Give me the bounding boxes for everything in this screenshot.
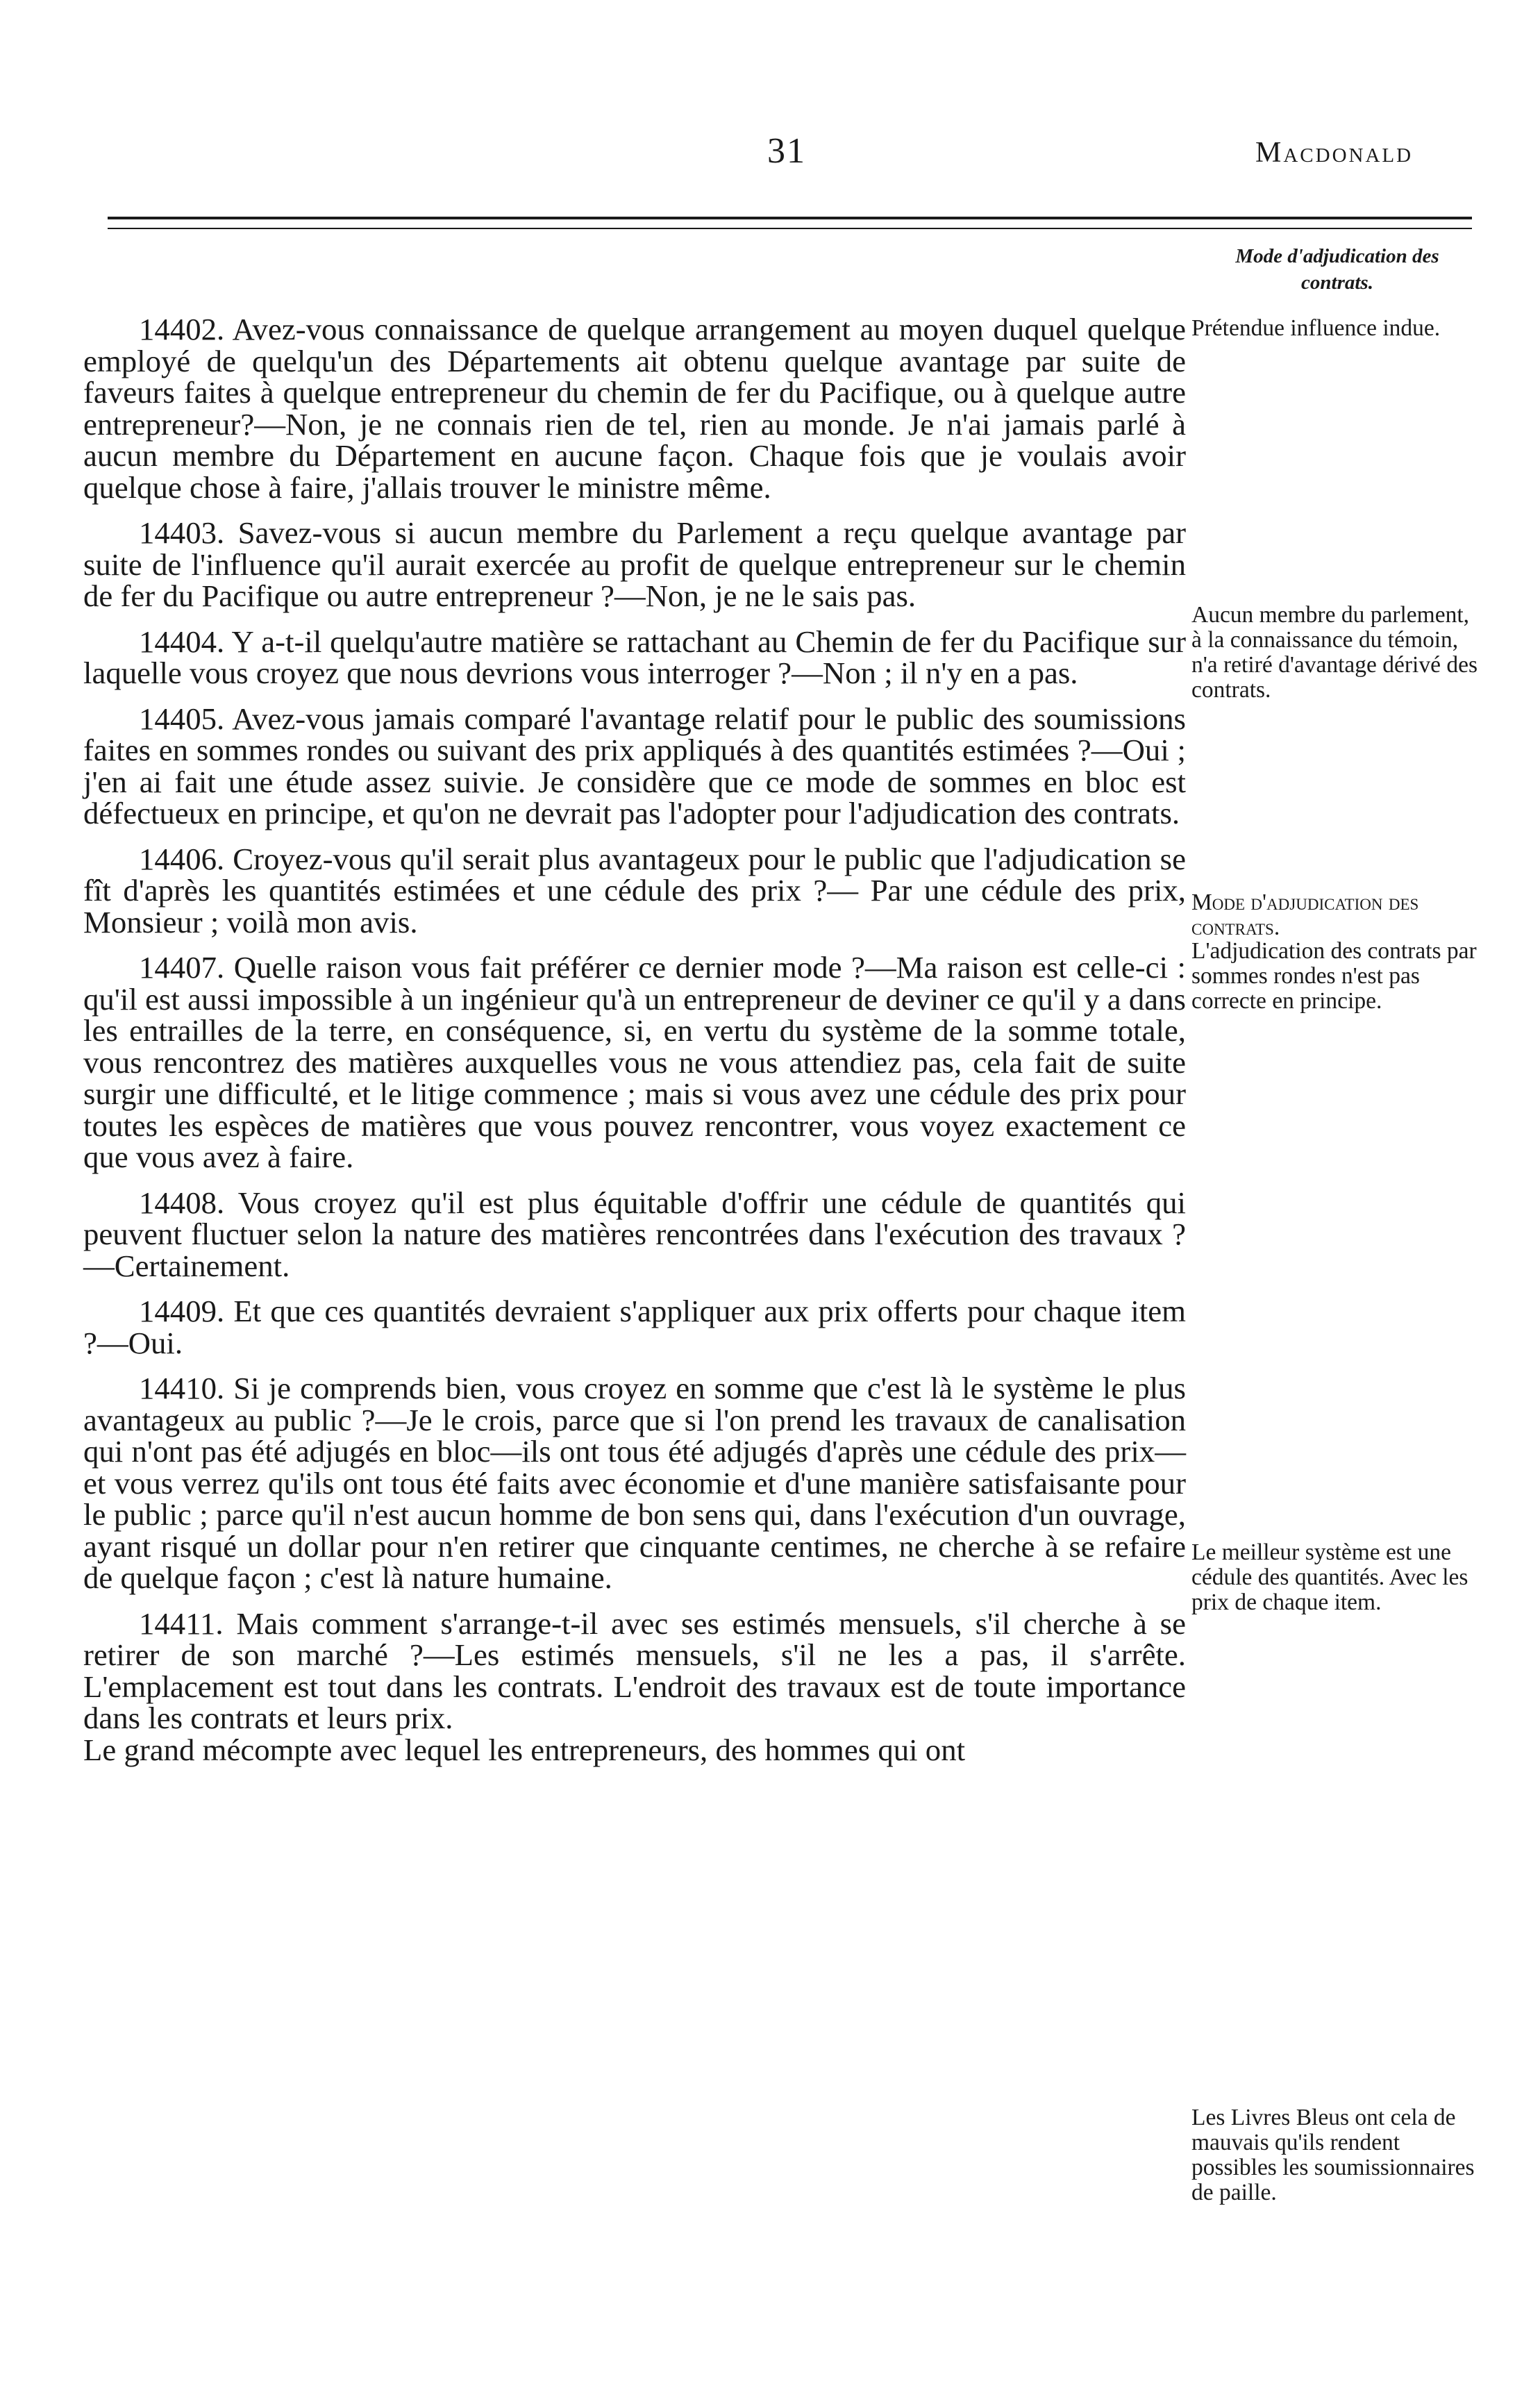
page-number: 31	[767, 131, 806, 171]
paragraph-14403: 14403. Savez-vous si aucun membre du Parlement a reçu quelque avantage par suite de l'influence qu'il aurait exercée au profit de quelque entrepreneur sur le chemin de fer du Pacifique ou autre entrepreneur ?—Non, je ne le sais pas.	[83, 515, 1186, 613]
paragraph-14406: 14406. Croyez-vous qu'il serait plus avantageux pour le public que l'adjudication se fît d'après les quantités estimées et une cédule des prix ?— Par une cédule des prix, Monsieur ; voilà mon avis.	[83, 841, 1186, 939]
margin-note-influence: Prétendue influence indue.	[1191, 315, 1441, 341]
margin-note-livres-bleus: Les Livres Bleus ont cela de mauvais qu'ils rendent possibles les soumissionnaires de paille.	[1191, 2105, 1475, 2205]
paragraph-14410: 14410. Si je comprends bien, vous croyez en somme que c'est là le système le plus avantageux au public ?—Je le crois, parce que si l'on prend les travaux de canalisation qui n'ont pas été adjugés en bloc—ils ont tous été adjugés d'après une cédule des prix—et vous verrez qu'ils ont tous été faits avec économie et d'une manière satisfaisante pour le public ; parce qu'il n'est aucun homme de bon sens qui, dans l'exécution d'un ouvrage, ayant risqué un dollar pour n'en retirer que cinquante centimes, ne cherche à se refaire de quelque façon ; c'est là nature humaine.	[83, 1371, 1186, 1595]
paragraph-14407: 14407. Quelle raison vous fait préférer ce dernier mode ?—Ma raison est celle-ci : qu'il est aussi impossible à un ingénieur qu'à un entrepreneur de deviner ce qu'il y a dans les entrailles de la terre, en conséquence, si, en vertu du système de la somme totale, vous rencontrez des matières auxquelles vous ne vous attendiez pas, cela fait de suite surgir une difficulté, et le litige commence ; mais si vous avez une cédule des prix pour toutes les espèces de matières que vous pouvez rencontrer, vous voyez exactement ce que vous avez à faire.	[83, 950, 1186, 1174]
margin-note-meilleur-systeme: Le meilleur système est une cédule des quantités. Avec les prix de chaque item.	[1191, 1539, 1468, 1615]
paragraph-14409: 14409. Et que ces quantités devraient s'appliquer aux prix offerts pour chaque item ?—Oui.	[83, 1294, 1186, 1360]
running-head: Macdonald	[1255, 137, 1414, 169]
continuation-line: Le grand mécompte avec lequel les entrepreneurs, des hommes qui ont	[83, 1732, 966, 1767]
paragraph-14402: 14402. Avez-vous connaissance de quelque arrangement au moyen duquel quelque employé de quelqu'un des Départements ait obtenu quelque avantage par suite de faveurs faites à quelque entrepreneur du chemin de fer du Pacifique, ou à quelque autre entrepreneur?—Non, je ne connais rien de tel, rien au monde. Je n'ai jamais parlé à aucun membre du Département en aucune façon. Chaque fois que je voulais avoir quelque chose à faire, j'allais trouver le ministre même.	[83, 312, 1186, 505]
margin-note-mode: Mode d'adjudication des contrats.	[1191, 890, 1419, 940]
margin-note-sommes-rondes: L'adjudication des contrats par sommes rondes n'est pas correcte en principe.	[1191, 938, 1477, 1014]
body-text	[83, 314, 1186, 1766]
paragraph-14404: 14404. Y a-t-il quelqu'autre matière se rattachant au Chemin de fer du Pacifique sur laquelle vous croyez que nous devrions vous interroger ?—Non ; il n'y en a pas.	[83, 624, 1186, 690]
paragraph-14408: 14408. Vous croyez qu'il est plus équitable d'offrir une cédule de quantités qui peuvent fluctuer selon la nature des matières rencontrées dans l'exécution des travaux ?—Certainement.	[83, 1185, 1186, 1283]
paragraph-14411: 14411. Mais comment s'arrange-t-il avec ses estimés mensuels, s'il cherche à se retirer de son marché ?—Les estimés mensuels, s'il ne les a pas, il s'arrête. L'emplacement est tout dans les contrats. L'endroit des travaux est de toute importance dans les contrats et leurs prix.	[83, 1605, 1186, 1735]
header-rule-thin	[108, 228, 1472, 229]
paragraph-14405: 14405. Avez-vous jamais comparé l'avantage relatif pour le public des soumissions faites en sommes rondes ou suivant des prix appliqués à des quantités estimées ?—Oui ; j'en ai fait une étude assez suivie. Je considère que ce mode de sommes en bloc est défectueux en principe, et qu'on ne devrait pas l'adopter pour l'adjudication des contrats.	[83, 701, 1186, 830]
margin-note-parlement: Aucun membre du parlement, à la connaissance du témoin, n'a retiré d'avantage dérivé des contrats.	[1191, 602, 1478, 703]
margin-heading: Mode d'adjudication des contrats.	[1235, 245, 1439, 294]
header-rule-thick	[108, 217, 1472, 219]
